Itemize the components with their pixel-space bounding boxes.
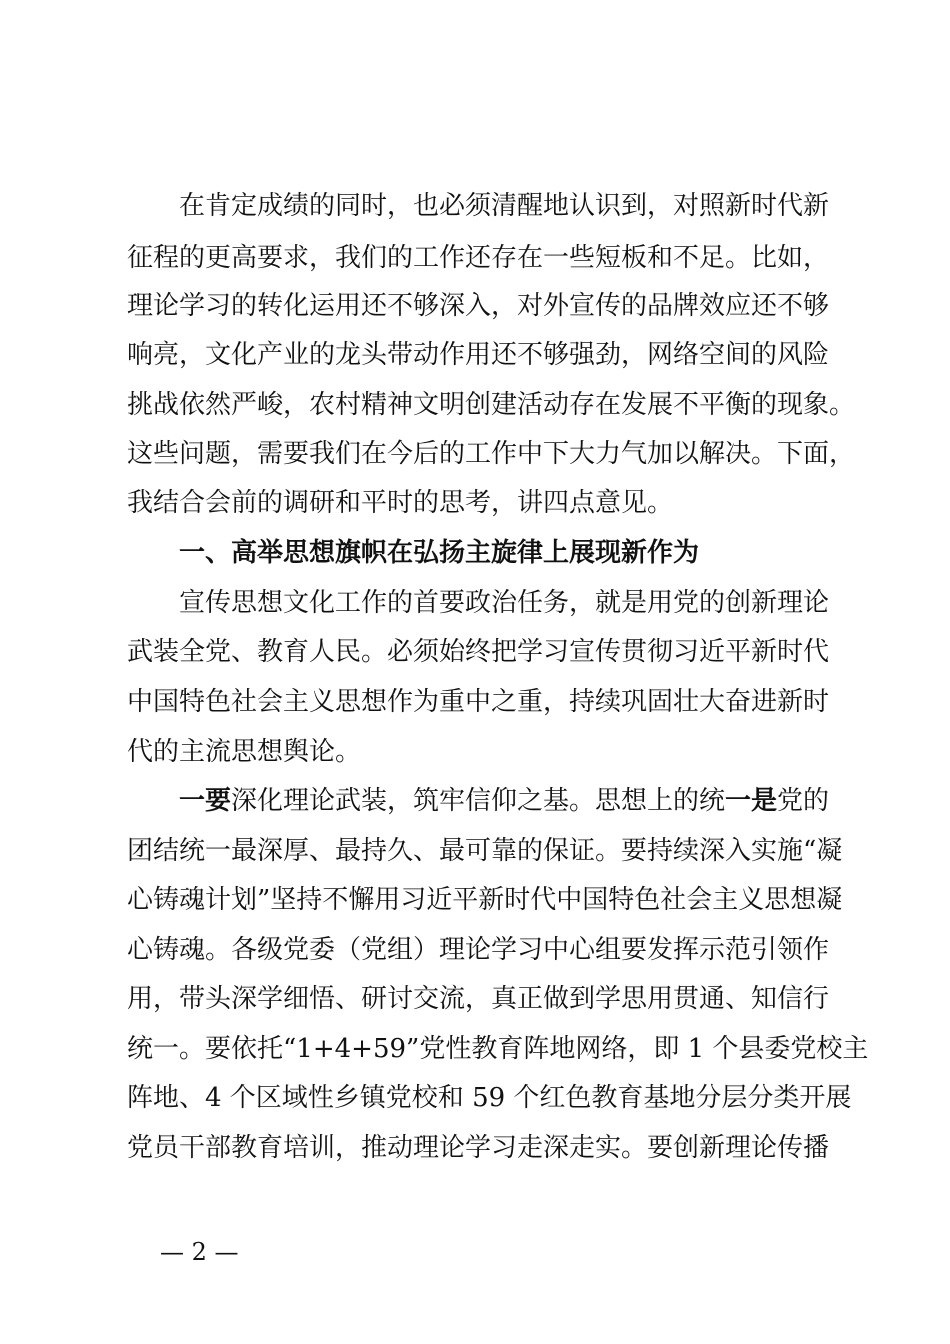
paragraph-line: 心铸魂。各级党委（党组）理论学习中心组要发挥示范引领作 xyxy=(127,935,830,965)
section-heading: 一、高举思想旗帜在弘扬主旋律上展现新作为 xyxy=(179,538,700,568)
paragraph-line: 这些问题，需要我们在今后的工作中下大力气加以解决。下面， xyxy=(127,439,856,469)
paragraph-line: 响亮，文化产业的龙头带动作用还不够强劲，网络空间的风险 xyxy=(127,340,830,370)
paragraph-line: 理论学习的转化运用还不够深入，对外宣传的品牌效应还不够 xyxy=(127,291,830,321)
paragraph-line: 宣传思想文化工作的首要政治任务，就是用党的创新理论 xyxy=(179,588,830,618)
paragraph-line: 在肯定成绩的同时，也必须清醒地认识到，对照新时代新 xyxy=(179,191,830,221)
paragraph-line: 武装全党、教育人民。必须始终把学习宣传贯彻习近平新时代 xyxy=(127,637,830,667)
paragraph-line: 团结统一最深厚、最持久、最可靠的保证。要持续深入实施“凝 xyxy=(127,836,843,866)
paragraph-line: 用，带头深学细悟、研讨交流，真正做到学思用贯通、知信行 xyxy=(127,984,830,1014)
body-text: 党的 xyxy=(777,786,830,816)
body-text: 深化理论武装，筑牢信仰之基。思想上的统 xyxy=(231,786,726,816)
paragraph-line xyxy=(179,775,837,827)
page-number: — 2 — xyxy=(160,1238,239,1266)
paragraph-line: 心铸魂计划”坚持不懈用习近平新时代中国特色社会主义思想凝 xyxy=(127,885,843,915)
emphasis-text: 一是 xyxy=(725,786,778,816)
paragraph-line: 中国特色社会主义思想作为重中之重，持续巩固壮大奋进新时 xyxy=(127,687,830,717)
paragraph-line: 我结合会前的调研和平时的思考，讲四点意见。 xyxy=(127,488,674,518)
paragraph-line: 统一。要依托“1+4+59”党性教育阵地网络，即 1 个县委党校主 xyxy=(127,1034,869,1064)
emphasis-text: 一要 xyxy=(179,786,232,816)
paragraph-line: 党员干部教育培训，推动理论学习走深走实。要创新理论传播 xyxy=(127,1133,830,1163)
paragraph-line: 阵地、4 个区域性乡镇党校和 59 个红色教育基地分层分类开展 xyxy=(127,1083,852,1113)
paragraph-line: 代的主流思想舆论。 xyxy=(127,737,362,767)
paragraph-line: 征程的更高要求，我们的工作还存在一些短板和不足。比如， xyxy=(127,243,830,273)
paragraph-line: 挑战依然严峻，农村精神文明创建活动存在发展不平衡的现象。 xyxy=(127,390,856,420)
